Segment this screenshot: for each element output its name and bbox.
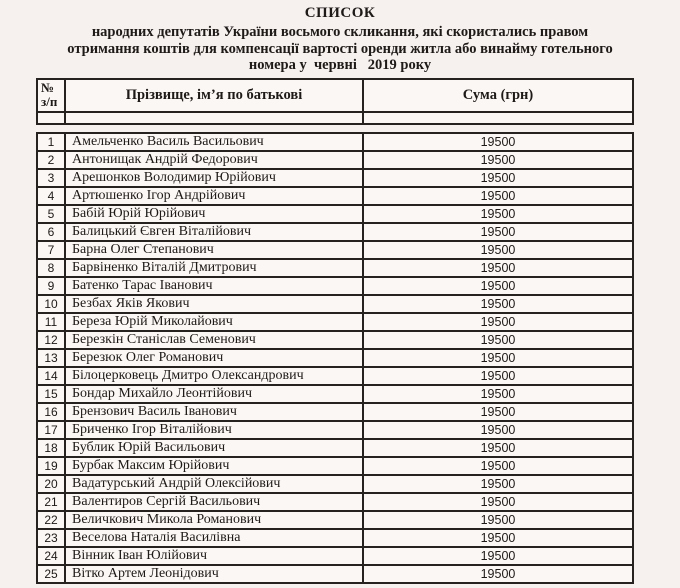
amount-cell: 19500 — [363, 259, 633, 277]
row-number-cell: 11 — [37, 313, 65, 331]
row-number-cell: 3 — [37, 169, 65, 187]
table-row — [37, 205, 633, 223]
row-number-cell: 8 — [37, 259, 65, 277]
table-row — [37, 151, 633, 169]
table-row — [37, 403, 633, 421]
column-header-number — [37, 79, 65, 112]
row-number-cell: 4 — [37, 187, 65, 205]
column-header-sum: Сума (грн) — [363, 79, 633, 112]
table-row — [37, 133, 633, 151]
row-number-cell: 25 — [37, 565, 65, 583]
table-row — [37, 529, 633, 547]
amount-cell: 19500 — [363, 133, 633, 151]
deputy-name-cell: Вінник Іван Юлійович — [65, 547, 363, 565]
row-number-cell: 5 — [37, 205, 65, 223]
amount-cell: 19500 — [363, 493, 633, 511]
deputy-name-cell: Величкович Микола Романович — [65, 511, 363, 529]
amount-cell: 19500 — [363, 151, 633, 169]
deputy-name-cell: Барна Олег Степанович — [65, 241, 363, 259]
deputy-name-cell: Веселова Наталія Василівна — [65, 529, 363, 547]
document-title-line-1: СПИСОК — [304, 5, 376, 21]
deputy-name-cell: Вадатурський Андрій Олексійович — [65, 475, 363, 493]
document-title-line-4: номера у червні 2019 року — [248, 57, 432, 73]
table-row — [37, 241, 633, 259]
row-number-cell: 7 — [37, 241, 65, 259]
row-number-cell: 18 — [37, 439, 65, 457]
row-number-cell: 23 — [37, 529, 65, 547]
amount-cell: 19500 — [363, 367, 633, 385]
empty-spacer-row — [37, 112, 633, 124]
row-number-cell: 13 — [37, 349, 65, 367]
deputy-name-cell: Амельченко Василь Васильович — [65, 133, 363, 151]
amount-cell: 19500 — [363, 403, 633, 421]
table-row — [37, 565, 633, 583]
amount-cell: 19500 — [363, 241, 633, 259]
document-title-block — [0, 0, 680, 74]
deputy-name-cell: Бондар Михайло Леонтійович — [65, 385, 363, 403]
row-number-cell: 9 — [37, 277, 65, 295]
table-row — [37, 313, 633, 331]
amount-cell: 19500 — [363, 223, 633, 241]
amount-cell: 19500 — [363, 385, 633, 403]
deputy-name-cell: Вітко Артем Леонідович — [65, 565, 363, 583]
table-row — [37, 367, 633, 385]
table-row — [37, 331, 633, 349]
deputy-name-cell: Батенко Тарас Іванович — [65, 277, 363, 295]
table-row — [37, 169, 633, 187]
document-title-line-2: народних депутатів України восьмого скликання, які скористались правом — [91, 24, 589, 40]
table-row — [37, 277, 633, 295]
table-row — [37, 421, 633, 439]
table-header-section — [36, 78, 634, 125]
deputies-table-body — [37, 133, 633, 583]
row-number-cell: 14 — [37, 367, 65, 385]
row-number-cell: 10 — [37, 295, 65, 313]
deputy-name-cell: Брензович Василь Іванович — [65, 403, 363, 421]
row-number-cell: 6 — [37, 223, 65, 241]
table-row — [37, 439, 633, 457]
row-number-cell: 19 — [37, 457, 65, 475]
amount-cell: 19500 — [363, 277, 633, 295]
row-number-cell: 2 — [37, 151, 65, 169]
deputy-name-cell: Артюшенко Ігор Андрійович — [65, 187, 363, 205]
empty-cell — [37, 112, 65, 124]
amount-cell: 19500 — [363, 169, 633, 187]
table-row — [37, 349, 633, 367]
amount-cell: 19500 — [363, 439, 633, 457]
table-section-gap — [0, 125, 680, 132]
column-header-number-bottom: з/п — [41, 94, 58, 109]
amount-cell: 19500 — [363, 313, 633, 331]
deputy-name-cell: Береза Юрій Миколайович — [65, 313, 363, 331]
amount-cell: 19500 — [363, 349, 633, 367]
deputy-name-cell: Барвіненко Віталій Дмитрович — [65, 259, 363, 277]
table-header-row — [37, 79, 633, 112]
table-row — [37, 223, 633, 241]
amount-cell: 19500 — [363, 187, 633, 205]
amount-cell: 19500 — [363, 331, 633, 349]
table-row — [37, 187, 633, 205]
amount-cell: 19500 — [363, 295, 633, 313]
amount-cell: 19500 — [363, 475, 633, 493]
deputy-name-cell: Балицький Євген Віталійович — [65, 223, 363, 241]
empty-cell — [65, 112, 363, 124]
table-row — [37, 511, 633, 529]
row-number-cell: 17 — [37, 421, 65, 439]
table-row — [37, 547, 633, 565]
row-number-cell: 12 — [37, 331, 65, 349]
column-header-name: Прізвище, ім’я по батькові — [65, 79, 363, 112]
document-title-line-3: отримання коштів для компенсації вартості оренди житла або винайму готельного — [67, 40, 613, 57]
deputy-name-cell: Антонищак Андрій Федорович — [65, 151, 363, 169]
deputy-name-cell: Бабій Юрій Юрійович — [65, 205, 363, 223]
row-number-cell: 24 — [37, 547, 65, 565]
table-row — [37, 493, 633, 511]
table-row — [37, 457, 633, 475]
deputies-table — [36, 132, 634, 584]
amount-cell: 19500 — [363, 421, 633, 439]
amount-cell: 19500 — [363, 547, 633, 565]
empty-cell — [363, 112, 633, 124]
row-number-cell: 15 — [37, 385, 65, 403]
row-number-cell: 16 — [37, 403, 65, 421]
amount-cell: 19500 — [363, 529, 633, 547]
amount-cell: 19500 — [363, 205, 633, 223]
deputy-name-cell: Безбах Яків Якович — [65, 295, 363, 313]
row-number-cell: 1 — [37, 133, 65, 151]
deputy-name-cell: Валентиров Сергій Васильович — [65, 493, 363, 511]
table-row — [37, 475, 633, 493]
deputy-name-cell: Бриченко Ігор Віталійович — [65, 421, 363, 439]
amount-cell: 19500 — [363, 511, 633, 529]
row-number-cell: 22 — [37, 511, 65, 529]
deputy-name-cell: Березюк Олег Романович — [65, 349, 363, 367]
table-row — [37, 295, 633, 313]
table-row — [37, 259, 633, 277]
column-header-number-top: № — [41, 80, 55, 95]
deputy-name-cell: Березкін Станіслав Семенович — [65, 331, 363, 349]
amount-cell: 19500 — [363, 565, 633, 583]
deputy-name-cell: Білоцерковець Дмитро Олександрович — [65, 367, 363, 385]
deputy-name-cell: Арешонков Володимир Юрійович — [65, 169, 363, 187]
amount-cell: 19500 — [363, 457, 633, 475]
deputy-name-cell: Бурбак Максим Юрійович — [65, 457, 363, 475]
row-number-cell: 20 — [37, 475, 65, 493]
row-number-cell: 21 — [37, 493, 65, 511]
table-row — [37, 385, 633, 403]
deputy-name-cell: Бублик Юрій Васильович — [65, 439, 363, 457]
